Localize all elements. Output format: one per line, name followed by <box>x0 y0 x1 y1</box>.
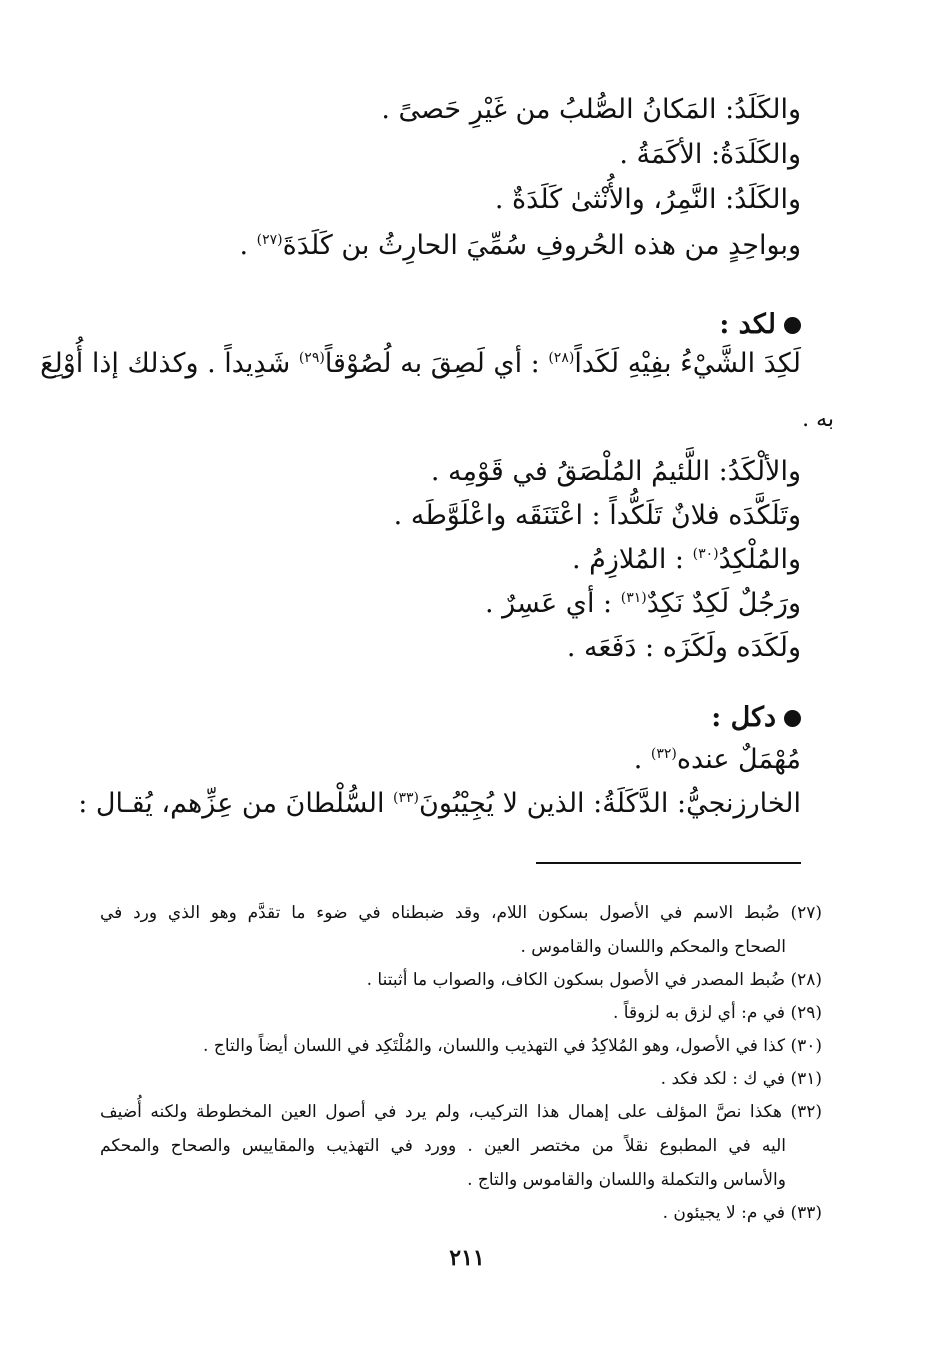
footnote-ref: (٢٨) <box>548 350 575 366</box>
footnote-32-cont: والأساس والتكملة واللسان والقاموس والتاج . <box>467 1170 786 1190</box>
footnote-32-cont: اليه في المطبوع نقلاً من مختصر العين . وورد في التهذيب والمقاييس والصحاح والمحكم <box>100 1136 786 1156</box>
entry-line: به . <box>802 407 834 432</box>
footnote-31: (٣١) في ك : لكد فكد . <box>660 1069 822 1089</box>
footnote-separator <box>536 862 801 864</box>
section-heading-dakal: دكل : <box>711 698 801 738</box>
entry-line: والكَلَدُ: المَكانُ الصُّلبُ من غَيْرِ حَصىً . <box>381 94 801 125</box>
entry-line: ورَجُلٌ لَكِدٌ نَكِدٌ$^{(٣١)}$ : أي عَسِرٌ . <box>484 588 801 619</box>
entry-line: والكَلَدَةُ: الأكَمَةُ . <box>619 139 801 170</box>
entry-line: وتَلَكَّدَه فلانٌ تَلَكُّداً : اعْتَنَقَه واعْلَوَّطَه . <box>393 500 801 531</box>
footnote-33: (٣٣) في م: لا يجيئون . <box>662 1203 822 1223</box>
footnote-ref: (٣١) <box>620 590 647 606</box>
footnote-ref: (٣٠) <box>692 546 719 562</box>
footnote-ref: (٢٩) <box>298 350 325 366</box>
bullet-icon <box>784 317 801 334</box>
footnote-27: (٢٧) ضُبط الاسم في الأصول بسكون اللام، وقد ضبطناه في ضوء ما تقدَّم وهو الذي ورد في <box>100 903 822 923</box>
footnote-28: (٢٨) ضُبط المصدر في الأصول بسكون الكاف، والصواب ما أثبتنا . <box>366 970 822 990</box>
footnote-29: (٢٩) في م: أي لزق به لزوقاً . <box>612 1003 822 1023</box>
entry-line: مُهْمَلٌ عنده$^{(٣٢)}$ . <box>633 744 801 775</box>
entry-line: الخارزنجيُّ: الدَّكَلَةُ: الذين لا يُجِيْبُونَ$^{(٣٣)}$ السُّلْطانَ من عِزِّهم، يُقـال : <box>78 788 801 819</box>
entry-line: والكَلَدُ: النَّمِرُ، والأُنْثىٰ كَلَدَةٌ . <box>494 184 801 215</box>
footnote-30: (٣٠) كذا في الأصول، وهو المُلاكِدُ في التهذيب واللسان، والمُلْتَكِد في اللسان أيضاً والتاج . <box>203 1036 822 1056</box>
entry-line: والمُلْكِدُ$^{(٣٠)}$ : المُلازِمُ . <box>571 544 801 575</box>
footnote-ref: (٣٣) <box>393 790 420 806</box>
page-number: ٢١١ <box>449 1245 485 1271</box>
footnote-27-cont: الصحاح والمحكم واللسان والقاموس . <box>520 937 786 957</box>
section-heading-lakad: لكد : <box>719 305 801 345</box>
entry-line: وبواحِدٍ من هذه الحُروفِ سُمِّيَ الحارِثُ بن كَلَدَةَ$^{(٢٧)}$ . <box>239 230 801 261</box>
footnote-32: (٣٢) هكذا نصَّ المؤلف على إهمال هذا التركيب، ولم يرد في أصول العين المخطوطة ولكنه أُضيف <box>100 1102 822 1122</box>
entry-line: لَكِدَ الشَّيْءُ بفِيْهِ لَكَداً$^{(٢٨)}$ : أي لَصِقَ به لُصُوْقاً$^{(٢٩)}$ شَدِيداً . وكذلك إذا أُوْلِعَ <box>40 348 801 379</box>
bullet-icon <box>784 710 801 727</box>
entry-line: والألْكَدُ: اللَّئيمُ المُلْصَقُ في قَوْمِه . <box>430 456 801 487</box>
footnote-ref: (٢٧) <box>256 232 283 248</box>
entry-line: ولَكَدَه ولَكَزَه : دَفَعَه . <box>566 632 801 663</box>
footnote-ref: (٣٢) <box>650 746 677 762</box>
